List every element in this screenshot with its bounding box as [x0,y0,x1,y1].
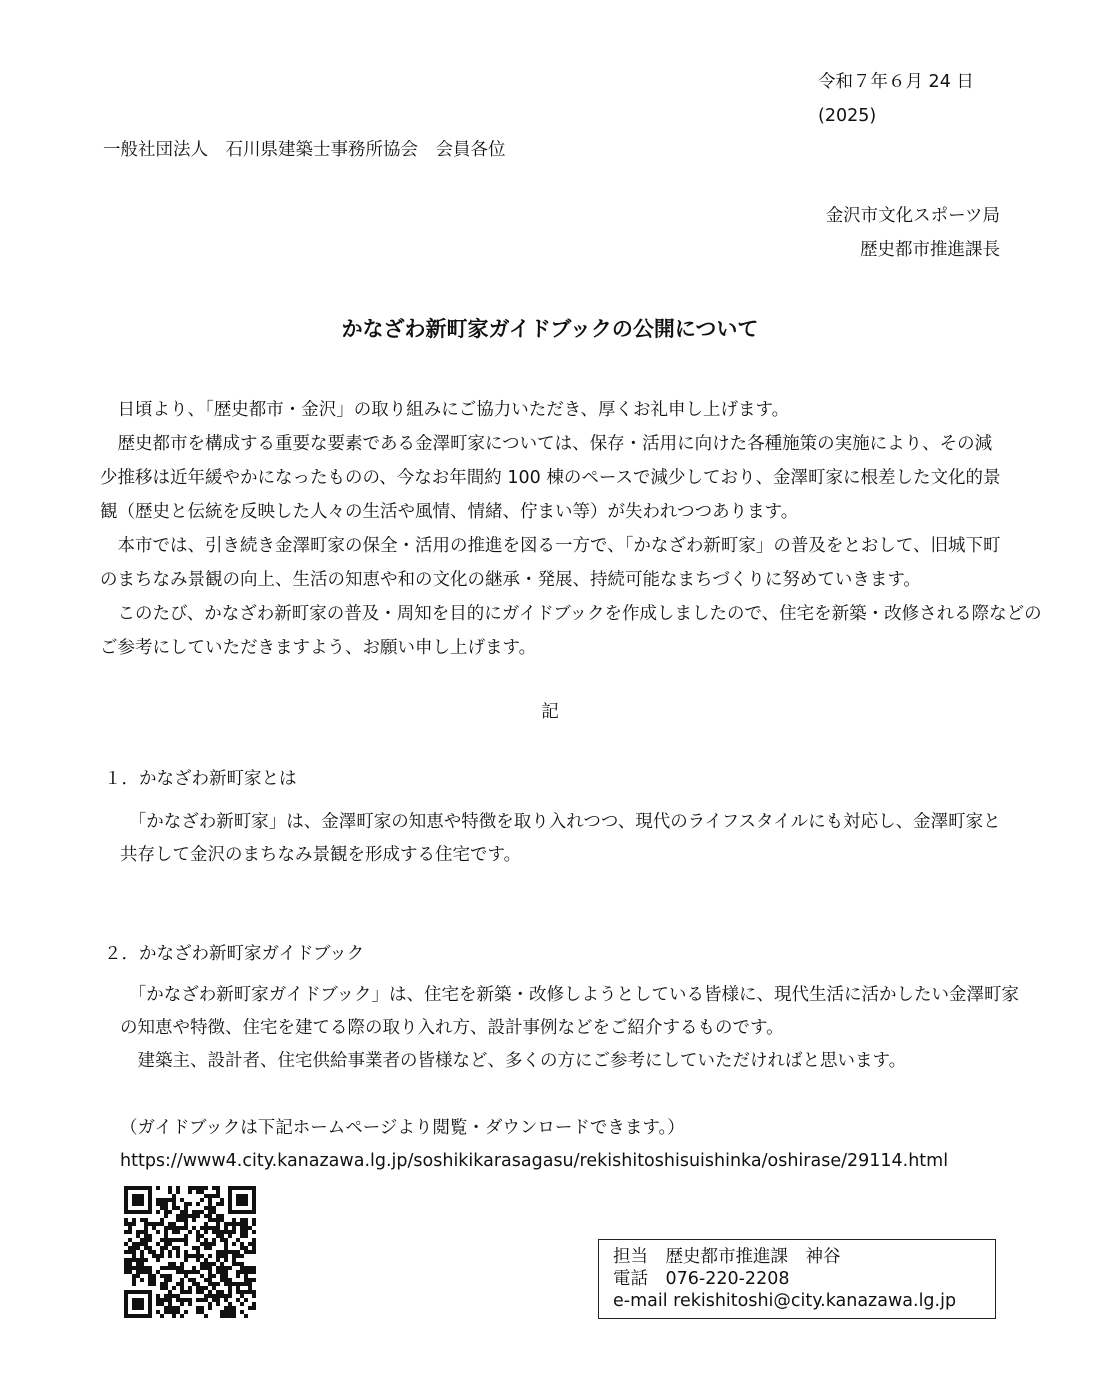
section2-heading: ２．かなざわ新町家ガイドブック [104,944,365,964]
section1-line: 「かなざわ新町家」は、金澤町家の知恵や特徴を取り入れつつ、現代のライフスタイルにも対応し、金澤町家と [120,812,1001,832]
contact-box [598,1239,996,1319]
section2-line: 建築主、設計者、住宅供給事業者の皆様など、多くの方にご参考にしていただければと思います。 [120,1051,907,1071]
contact-email[interactable]: e-mail rekishitoshi@city.kanazawa.lg.jp [613,1291,957,1311]
guidebook-note: （ガイドブックは下記ホームページより閲覧・ダウンロードできます。） [120,1118,685,1138]
document-title: かなざわ新町家ガイドブックの公開について [341,317,759,341]
intro-line: 本市では、引き続き金澤町家の保全・活用の推進を図る一方で、「かなざわ新町家」の普及をとおして、旧城下町 [100,536,1001,556]
intro-line: 少推移は近年緩やかになったものの、今なお年間約 100 棟のペースで減少しており、金澤町家に根差した文化的景 [100,468,1001,488]
addressee: 一般社団法人 石川県建築士事務所協会 会員各位 [103,140,506,160]
contact-phone: 電話 076-220-2208 [613,1269,790,1289]
guidebook-url-link[interactable]: https://www4.city.kanazawa.lg.jp/soshikikarasagasu/rekishitoshisuishinka/oshirase/29114.html [120,1151,949,1171]
intro-line: 日頃より、「歴史都市・金沢」の取り組みにご協力いただき、厚くお礼申し上げます。 [100,400,790,420]
section2-line: 「かなざわ新町家ガイドブック」は、住宅を新築・改修しようとしている皆様に、現代生活に活かしたい金澤町家 [120,985,1019,1005]
contact-person: 担当 歴史都市推進課 神谷 [613,1247,841,1267]
document-year: (2025) [818,106,877,126]
document-date: 令和７年６月 24 日 [818,72,974,92]
section1-line: 共存して金沢のまちなみ景観を形成する住宅です。 [120,845,522,865]
intro-line: 観（歴史と伝統を反映した人々の生活や風情、情緒、佇まい等）が失われつつあります。 [100,502,799,522]
intro-line: 歴史都市を構成する重要な要素である金澤町家については、保存・活用に向けた各種施策の実施により、その減 [100,434,993,454]
section1-heading: １．かなざわ新町家とは [104,769,297,789]
intro-line: このたび、かなざわ新町家の普及・周知を目的にガイドブックを作成しましたので、住宅を新築・改修される際などの [100,604,1042,624]
intro-line: ご参考にしていただきますよう、お願い申し上げます。 [100,638,537,658]
ki-heading: 記 [541,702,559,722]
qr-code-icon[interactable] [124,1186,256,1318]
section2-line: の知恵や特徴、住宅を建てる際の取り入れ方、設計事例などをご紹介するものです。 [120,1018,784,1038]
sender-section: 歴史都市推進課長 [860,240,1000,260]
intro-line: のまちなみ景観の向上、生活の知恵や和の文化の継承・発展、持続可能なまちづくりに努めていきます。 [100,570,921,590]
sender-department: 金沢市文化スポーツ局 [825,206,1000,226]
